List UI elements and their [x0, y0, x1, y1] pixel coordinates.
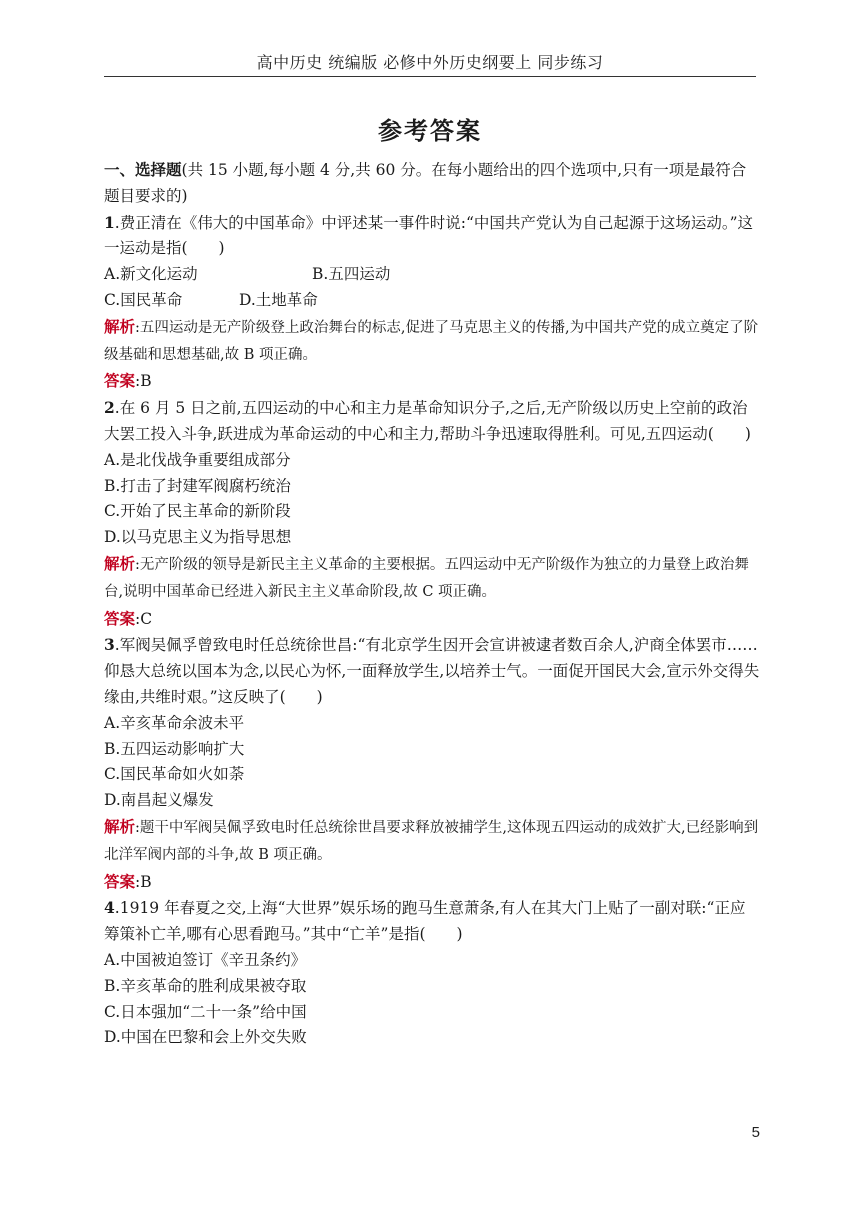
option-c: C.开始了民主革命的新阶段 [104, 502, 291, 521]
answer [104, 869, 760, 896]
option-c: C.国民革命如火如荼 [104, 765, 245, 784]
section-heading: 一、选择题 [104, 160, 182, 179]
page-number: 5 [751, 1124, 760, 1141]
question-text: .在 6 月 5 日之前,五四运动的中心和主力是革命知识分子,之后,无产阶级以历史上空前的政治大罢工投入斗争,跃进成为革命运动的中心和主力,帮助斗争迅速取得胜利。可见,五四运动( ) [104, 399, 751, 443]
section-description: (共 15 小题,每小题 4 分,共 60 分。在每小题给出的四个选项中,只有一项是最符合题目要求的) [104, 161, 747, 205]
header-divider [104, 76, 756, 77]
option-d: D.以马克思主义为指导思想 [104, 528, 292, 547]
question-stem [104, 395, 760, 448]
option-b: B.五四运动 [312, 265, 391, 284]
answer-value: :B [135, 872, 152, 891]
page-title: 参考答案 [378, 116, 482, 145]
option-a: A.辛亥革命余波未平 [104, 713, 245, 732]
question-number: 2 [104, 398, 115, 418]
analysis-label: 解析 [104, 553, 136, 573]
answer [104, 606, 760, 633]
option-row [104, 262, 760, 288]
question-stem [104, 210, 760, 263]
question-number: 3 [104, 635, 115, 655]
analysis-text: :无产阶级的领导是新民主主义革命的主要根据。五四运动中无产阶级作为独立的力量登上政治舞台,说明中国革命已经进入新民主主义革命阶段,故 C 项正确。 [104, 556, 749, 600]
question-text: .费正清在《伟大的中国革命》中评述某一事件时说:“中国共产党认为自己起源于这场运动。”这一运动是指( ) [104, 213, 754, 258]
analysis [104, 551, 760, 606]
question-stem [104, 632, 760, 710]
analysis-text: :五四运动是无产阶级登上政治舞台的标志,促进了马克思主义的传播,为中国共产党的成立奠定了阶级基础和思想基础,故 B 项正确。 [104, 319, 759, 363]
analysis-label: 解析 [104, 316, 136, 336]
option-b: B.辛亥革命的胜利成果被夺取 [104, 976, 307, 995]
analysis-text: :题干中军阀吴佩孚致电时任总统徐世昌要求释放被捕学生,这体现五四运动的成效扩大,已经影响到北洋军阀内部的斗争,故 B 项正确。 [104, 819, 759, 863]
option-a: A.新文化运动 [104, 265, 198, 284]
option-a: A.是北伐战争重要组成部分 [104, 450, 291, 469]
answer-value: :C [135, 609, 153, 628]
question-number: 1 [104, 212, 115, 232]
option-c: C.国民革命 [104, 290, 183, 309]
analysis [104, 814, 760, 869]
option-c: C.日本强加“二十一条”给中国 [104, 1002, 307, 1021]
analysis-label: 解析 [104, 816, 136, 836]
answer-label: 答案 [104, 871, 136, 891]
question-text: .1919 年春夏之交,上海“大世界”娱乐场的跑马生意萧条,有人在其大门上贴了一副对联:“正应筹策补亡羊,哪有心思看跑马。”其中“亡羊”是指( ) [104, 899, 746, 944]
option-d: D.土地革命 [239, 290, 318, 309]
question-stem [104, 895, 760, 948]
question-number: 4 [104, 898, 115, 918]
answer-label: 答案 [104, 371, 136, 391]
analysis [104, 314, 760, 369]
question-text: .军阀吴佩孚曾致电时任总统徐世昌:“有北京学生因开会宣讲被逮者数百余人,沪商全体罢市……仰恳大总统以国本为念,以民心为怀,一面释放学生,以培养士气。一面促开国民大会,宣示外交得失缘由,共维时艰。”这反映了( ) [104, 636, 760, 706]
option-row [104, 288, 760, 314]
option-d: D.中国在巴黎和会上外交失败 [104, 1028, 307, 1047]
option-d: D.南昌起义爆发 [104, 791, 214, 810]
option-b: B.打击了封建军阀腐朽统治 [104, 476, 291, 495]
option-b: B.五四运动影响扩大 [104, 739, 245, 758]
answer [104, 368, 760, 395]
answer-content [104, 157, 760, 1051]
answer-label: 答案 [104, 608, 136, 628]
section-intro [104, 157, 760, 210]
option-a: A.中国被迫签订《辛丑条约》 [104, 950, 307, 969]
answer-value: :B [135, 372, 152, 391]
page-header: 高中历史 统编版 必修中外历史纲要上 同步练习 [256, 53, 604, 72]
